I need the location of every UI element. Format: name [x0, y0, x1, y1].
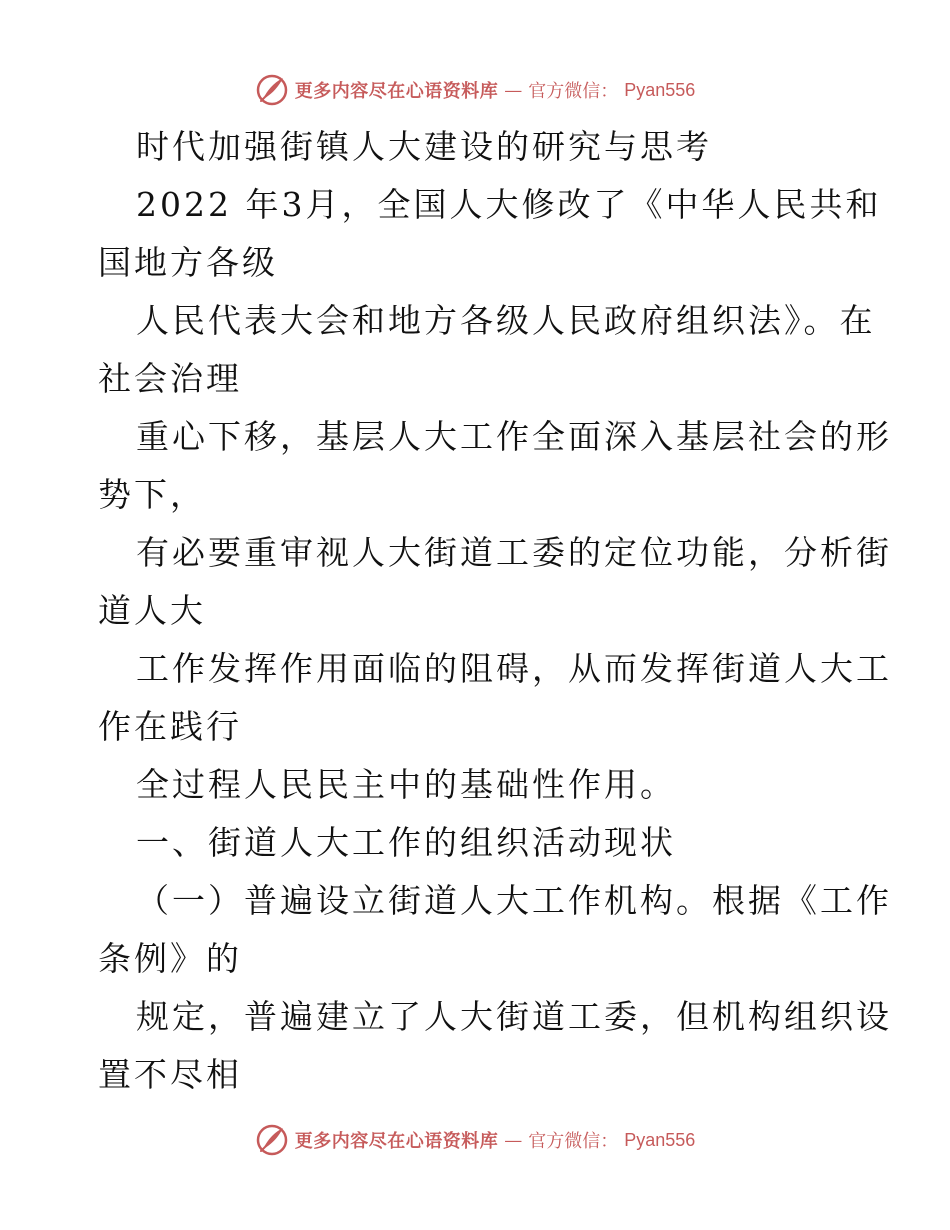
document-body — [98, 118, 892, 1104]
text-line: 条例》的 — [98, 939, 242, 978]
header-watermark — [0, 70, 950, 110]
watermark-text: 更多内容尽在心语资料库 — [294, 81, 499, 102]
text-line: （一）普遍设立街道人大工作机构。根据《工作 — [136, 881, 892, 920]
feather-pen-logo-icon — [255, 1123, 289, 1157]
text-line: 国地方各级 — [98, 243, 278, 282]
text-line: 置不尽相 — [98, 1055, 242, 1094]
text-line: 作在践行 — [98, 707, 242, 746]
text-line: 有必要重审视人大街道工委的定位功能，分析街 — [136, 533, 892, 572]
watermark-handle: Pyan556 — [624, 1129, 696, 1150]
text-line: 规定，普遍建立了人大街道工委，但机构组织设 — [136, 997, 892, 1036]
watermark-text: 更多内容尽在心语资料库 — [294, 1131, 499, 1152]
watermark-handle: Pyan556 — [624, 79, 696, 100]
text-line: 时代加强街镇人大建设的研究与思考 — [136, 127, 712, 166]
watermark-dash: — — [504, 1129, 523, 1151]
footer-watermark — [0, 1120, 950, 1160]
text-line: 重心下移，基层人大工作全面深入基层社会的形 — [136, 417, 892, 456]
text-line: 工作发挥作用面临的阻碍，从而发挥街道人大工 — [136, 649, 892, 688]
watermark-dash: — — [504, 79, 523, 101]
text-line: 一、街道人大工作的组织活动现状 — [136, 823, 676, 862]
text-line: 2022 年3月，全国人大修改了《中华人民共和 — [136, 185, 882, 224]
text-line: 势下， — [98, 475, 206, 514]
feather-pen-logo-icon — [255, 73, 289, 107]
text-line: 人民代表大会和地方各级人民政府组织法》。在 — [136, 301, 876, 340]
text-line: 社会治理 — [98, 359, 242, 398]
watermark-contact-label: 官方微信： — [528, 81, 619, 102]
text-line: 道人大 — [98, 591, 206, 630]
text-line: 全过程人民民主中的基础性作用。 — [136, 765, 676, 804]
watermark-contact-label: 官方微信： — [528, 1131, 619, 1152]
